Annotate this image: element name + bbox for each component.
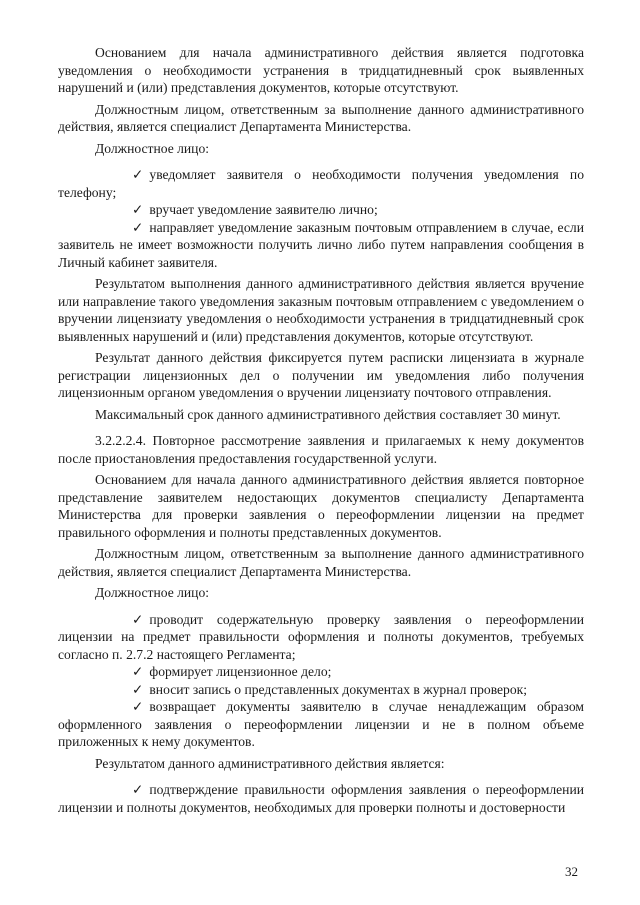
list-item: ✓ проводит содержательную проверку заявления о переоформлении лицензии на предмет правильности оформления и полноты документов, требуемых согласно п. 2.7.2 настоящего Регламента;: [58, 611, 584, 662]
paragraph: Основанием для начала данного административного действия является повторное представление заявителем недостающих документов специалисту Департамента Министерства для проверки заявления о переоформлении лицензии на предмет правильного оформления и полноты представленных документов.: [58, 472, 584, 540]
list-item: ✓ формирует лицензионное дело;: [58, 663, 584, 681]
checkmark-icon: ✓: [132, 611, 144, 627]
list-item: ✓ вручает уведомление заявителю лично;: [58, 201, 584, 219]
page-number: 32: [565, 864, 578, 879]
list-item: ✓ вносит запись о представленных документах в журнал проверок;: [58, 681, 584, 699]
paragraph: Должностное лицо:: [95, 140, 210, 156]
paragraph: Должностным лицом, ответственным за выполнение данного административного действия, является специалист Департамента Министерства.: [58, 101, 584, 134]
paragraph: Должностным лицом, ответственным за выполнение данного административного действия, является специалист Департамента Министерства.: [58, 546, 584, 579]
checkmark-icon: ✓: [132, 681, 144, 697]
paragraph: Результат данного действия фиксируется путем расписки лицензиата в журнале регистрации лицензионных дел о получении им уведомления либо получения лицензионным органом уведомления о вручении лицензиату почтового отправления.: [58, 350, 584, 400]
checkmark-icon: ✓: [132, 782, 144, 797]
paragraph: Результатом выполнения данного административного действия является вручение или направление такого уведомления заказным почтовым отправлением с уведомлением о вручении лицензиату уведомления о необходимости устранения в тридцатидневный срок выявленных нарушений и (или) представления документов, которые отсутствуют.: [58, 276, 584, 344]
paragraph: Основанием для начала административного действия является подготовка уведомления о необходимости устранения в тридцатидневный срок выявленных нарушений и (или) представления документов, которые отсутствуют.: [58, 45, 584, 95]
checkmark-icon: ✓: [132, 699, 144, 714]
checkmark-icon: ✓: [132, 167, 144, 182]
checkmark-icon: ✓: [132, 202, 144, 217]
list-item: ✓ возвращает документы заявителю в случае ненадлежащим образом оформленного заявления о переоформлении лицензии и не в полном объеме приложенных к нему документов.: [58, 699, 584, 749]
document-page: [58, 44, 584, 816]
list-item: ✓ подтверждение правильности оформления заявления о переоформлении лицензии и полноты документов, необходимых для проверки полноты и достоверности: [58, 782, 584, 815]
list-item: ✓ уведомляет заявителя о необходимости получения уведомления по телефону;: [58, 167, 584, 200]
checkmark-icon: ✓: [132, 219, 144, 235]
section-heading: 3.2.2.2.4. Повторное рассмотрение заявления и прилагаемых к нему документов после приостановления предоставления государственной услуги.: [58, 433, 584, 466]
paragraph: Должностное лицо:: [95, 585, 210, 600]
list-item: ✓ направляет уведомление заказным почтовым отправлением в случае, если заявитель не имеет возможности получить лично либо путем направления сообщения в Личный кабинет заявителя.: [58, 219, 584, 270]
paragraph: Результатом данного административного действия является:: [95, 755, 445, 771]
checkmark-icon: ✓: [132, 664, 144, 679]
paragraph: Максимальный срок данного административного действия составляет 30 минут.: [95, 406, 561, 422]
